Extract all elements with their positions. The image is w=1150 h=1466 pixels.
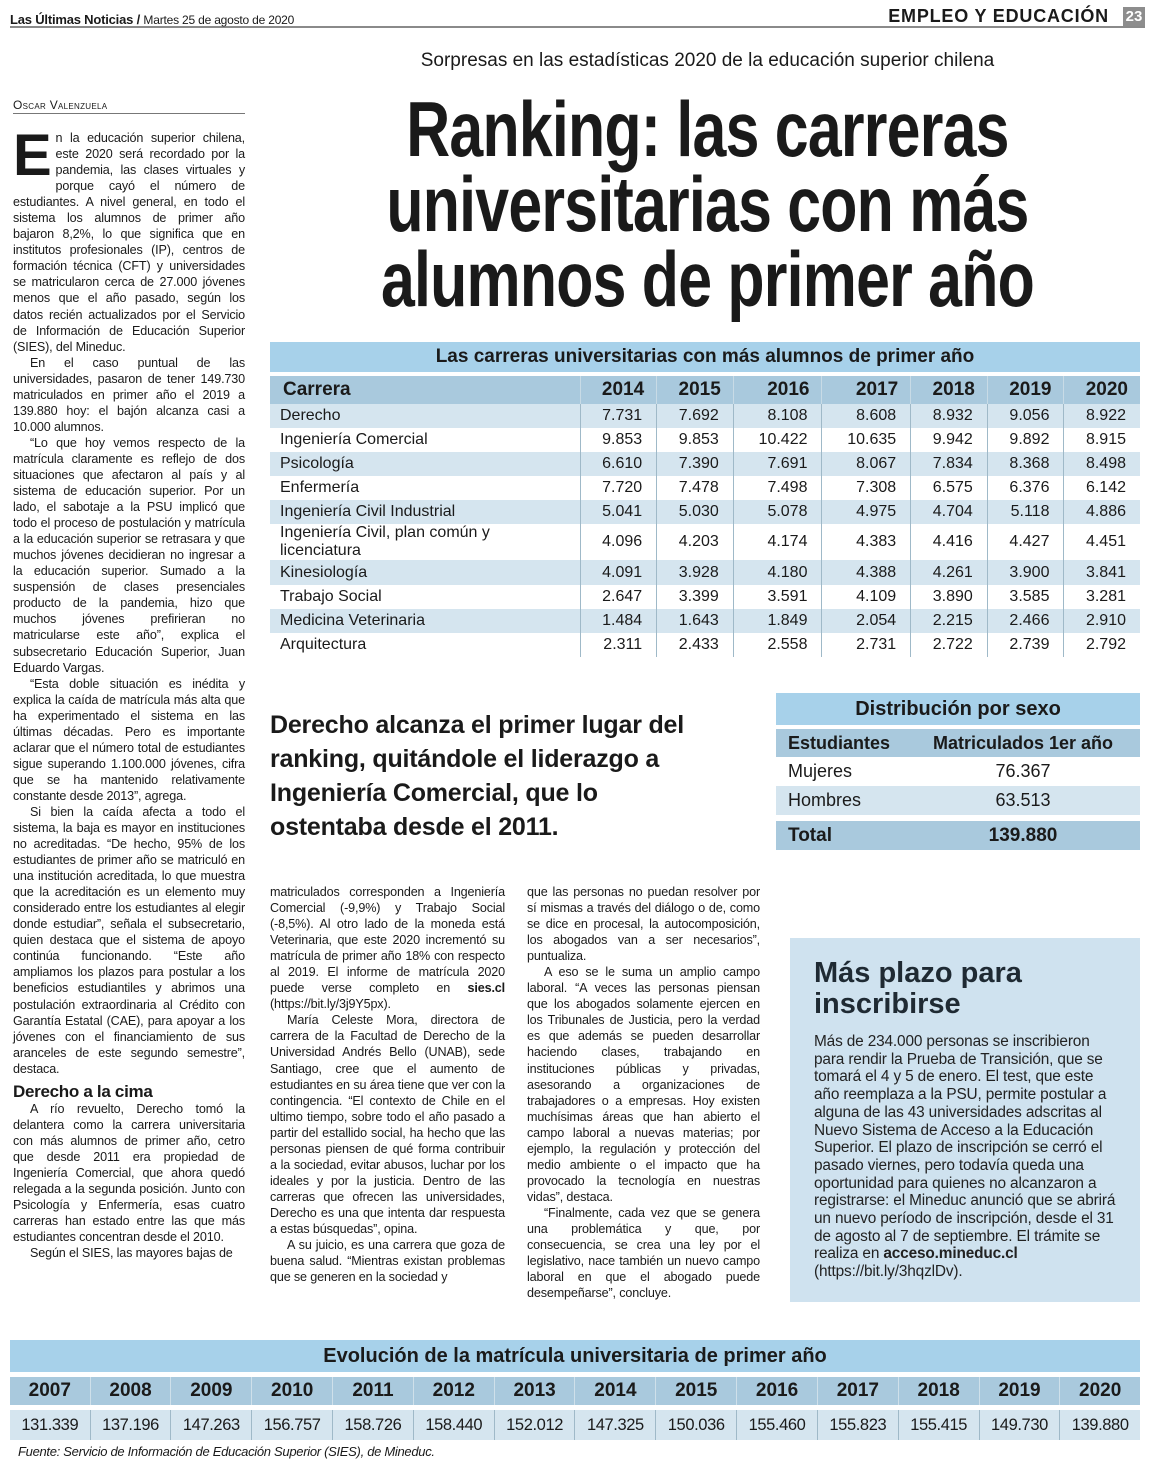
total-row [776, 821, 1140, 850]
cell-value: 1.643 [657, 609, 734, 633]
paragraph [13, 123, 245, 355]
paragraph-text: n la educación superior chilena, este 2020 será recordado por la pandemia, las clases virtuales y porque cayó el número de estudiantes. A nivel general, en todo el sistema los alumnos de primer año bajaron 8,2%, lo que significa que en institutos profesionales (IP), centros de formación técnica (CFT) y universidades se matricularon cerca de 27.000 jóvenes menos que el año pasado, según los datos recién actualizados por el Servicio de Información de Educación Superior (SIES), del Mineduc. [13, 131, 245, 354]
separator: / [133, 12, 144, 27]
column-header: 2015 [656, 1377, 737, 1405]
table-row [270, 452, 1140, 476]
paragraph: “Esta doble situación es inédita y explica la caída de matrícula más alta que ha experimentado el sistema en las últimas décadas. Pero es importante aclarar que el número total de estudiantes sigue superando 1.100.000 jóvenes, cifra que se ha mantenido relativamente constante desde 2013”, agrega. [13, 676, 245, 803]
row-label: Ingeniería Civil Industrial [270, 500, 580, 524]
cell-value: 1.849 [733, 609, 822, 633]
evolution-table [10, 1340, 1140, 1440]
cell-value: 2.647 [580, 585, 657, 609]
table-header-row [270, 376, 1140, 404]
cell-value: 9.056 [987, 404, 1064, 428]
cell-value: 2.054 [822, 609, 911, 633]
cell-value: 6.575 [911, 476, 988, 500]
cell-value: 2.466 [987, 609, 1064, 633]
column-header: 2014 [575, 1377, 656, 1405]
row-label: Ingeniería Civil, plan común y licenciatura [270, 524, 580, 560]
cell-value: 3.890 [911, 585, 988, 609]
cell-value: 1.484 [580, 609, 657, 633]
cell-value: 7.834 [911, 452, 988, 476]
cell-value: 2.215 [911, 609, 988, 633]
row-label: Ingeniería Comercial [270, 428, 580, 452]
cell-value: 5.078 [733, 500, 822, 524]
paragraph: En el caso puntual de las universidades, pasaron de tener 149.730 matriculados en primer año el 2019 a 139.880 hoy: el bajón alcanza casi a 10.000 alumnos. [13, 355, 245, 434]
cell-value: 2.792 [1064, 633, 1140, 657]
cell-value: 137.196 [90, 1410, 171, 1440]
row-label: Total [788, 825, 832, 846]
cell-value: 2.558 [733, 633, 822, 657]
paragraph: A eso se le suma un amplio campo laboral. “A veces las personas piensan que los abogados solamente ejercen en los Tribunales de Justicia, pero la verdad es que además se pueden desarrollar haciendo clases, trabajando en instituciones públicas y privadas, asesorando a organizaciones de trabajadores o a empresas. Hoy existen muchísimas áreas que han abierto el campo laboral a nuevas materias; por ejemplo, la regulación y protección del medio ambiente o el impacto que ha provocado la tecnología en nuestras vidas”, destaca. [527, 965, 760, 1204]
column-header: 2020 [1064, 376, 1140, 404]
page-number: 23 [1123, 7, 1145, 26]
cell-value: 8.922 [1064, 404, 1140, 428]
cell-value: 4.704 [911, 500, 988, 524]
issue-date: Martes 25 de agosto de 2020 [143, 13, 295, 27]
paragraph: Si bien la caída afecta a todo el sistema, la baja es mayor en instituciones no acreditadas. “De hecho, 95% de los estudiantes de primer año se matriculó en una institución acreditada, lo que muestra que la acreditación es un elemento muy considerado entre los estudiantes al elegir donde estudiar”, señala el subsecretario, quien destaca que el sistema de apoyo continúa funcionando. “Este año ampliamos los plazos para postular a los beneficios estudiantiles y abrimos una postulación extraordinaria al Crédito con Garantía Estatal (CAE), para apoyar a los jóvenes con el financiamiento de sus aranceles de este segundo semestre”, destaca. [13, 804, 245, 1076]
column-header: 2018 [911, 376, 988, 404]
cell-value: 4.975 [822, 500, 911, 524]
cell-value: 3.928 [657, 560, 734, 584]
cell-value: 2.739 [987, 633, 1064, 657]
column-header: Estudiantes [788, 733, 891, 753]
cell-value: 4.096 [580, 524, 657, 560]
cell-value: 150.036 [656, 1410, 737, 1440]
row-label: Hombres [788, 790, 862, 810]
cell-value: 4.261 [911, 560, 988, 584]
cell-value: 158.726 [333, 1410, 414, 1440]
cell-value: 7.308 [822, 476, 911, 500]
sex-distribution-table [776, 693, 1140, 850]
byline: Oscar Valenzuela [13, 98, 245, 114]
table-title: Distribución por sexo [776, 693, 1140, 725]
box-body [814, 1033, 1118, 1281]
table-row [270, 609, 1140, 633]
column-header: 2007 [10, 1377, 90, 1405]
column-header: 2013 [494, 1377, 575, 1405]
cell-value: 7.720 [580, 476, 657, 500]
acceso-link[interactable]: acceso.mineduc.cl [883, 1245, 1018, 1263]
sies-link[interactable]: sies.cl [467, 981, 505, 996]
cell-value: 4.203 [657, 524, 734, 560]
row-label: Trabajo Social [270, 585, 580, 609]
cell-value: 8.368 [987, 452, 1064, 476]
column-header: 2011 [333, 1377, 414, 1405]
table-row [270, 633, 1140, 657]
column-header: 2015 [657, 376, 734, 404]
column-header: 2019 [979, 1377, 1060, 1405]
cell-value: 155.460 [737, 1410, 818, 1440]
row-label: Enfermería [270, 476, 580, 500]
paragraph: A río revuelto, Derecho tomó la delantera como la carrera universitaria con más alumnos de primer año, cetro que desde 2011 era propiedad de Ingeniería Comercial, que ahora quedó relegada a la segunda posición. Junto con Psicología y Enfermería, esas cuatro carreras han estado entre las que más estudiantes concentran desde el 2010. [13, 1101, 245, 1245]
cell-value: 63.513 [995, 790, 1051, 810]
cell-value: 3.585 [987, 585, 1064, 609]
cell-value: 156.757 [252, 1410, 333, 1440]
cell-value: 7.731 [580, 404, 657, 428]
cell-value: 9.853 [580, 428, 657, 452]
cell-value: 8.108 [733, 404, 822, 428]
cell-value: 3.281 [1064, 585, 1140, 609]
row-label: Derecho [270, 404, 580, 428]
cell-value: 8.067 [822, 452, 911, 476]
cell-value: 7.390 [657, 452, 734, 476]
section-name: EMPLEO Y EDUCACIÓN [888, 6, 1109, 26]
cell-value: 4.427 [987, 524, 1064, 560]
paragraph-text: (https://bit.ly/3j9Y5px). [270, 997, 391, 1012]
cell-value: 7.691 [733, 452, 822, 476]
paragraph: “Lo que hoy vemos respecto de la matrícula claramente es reflejo de dos situaciones que afectaron al país y al sistema de educación superior. Por un lado, el sabotaje a la PSU implicó que todo el proceso de postulación y matrícula a la educación superior se retrasara y que muchos jóvenes decidieran no ingresar a la educación superior. Sumado a la suspensión de clases presenciales producto de la pandemia, hizo que muchos jóvenes prefirieran no matricularse este año”, explica el subsecretario Educación Superior, Juan Eduardo Vargas. [13, 435, 245, 675]
table-row [270, 560, 1140, 584]
paragraph: A su juicio, es una carrera que goza de buena salud. “Mientras existan problemas que se generen en la sociedad y [270, 1238, 505, 1285]
table-row [776, 757, 1140, 786]
column-header: 2014 [580, 376, 657, 404]
cell-value: 5.041 [580, 500, 657, 524]
column-header: 2016 [733, 376, 822, 404]
table-row [270, 428, 1140, 452]
table-row [270, 404, 1140, 428]
cell-value: 139.880 [1060, 1410, 1140, 1440]
column-header: 2017 [822, 376, 911, 404]
cell-value: 7.692 [657, 404, 734, 428]
box-title: Más plazo para inscribirse [814, 957, 1022, 1020]
paragraph-text: matriculados corresponden a Ingeniería Comercial (-9,9%) y Trabajo Social (-8,5%). Al otro lado de la moneda está Veterinaria, que este 2020 incrementó su matrícula de primer año 18% con respecto al 2019. El informe de matrícula 2020 puede verse completo en [270, 885, 505, 996]
headline [270, 85, 1145, 323]
cell-value: 3.591 [733, 585, 822, 609]
cell-value: 3.399 [657, 585, 734, 609]
cell-value: 147.263 [171, 1410, 252, 1440]
table-row [270, 524, 1140, 560]
paragraph: María Celeste Mora, directora de carrera de la Facultad de Derecho de la Universidad Andrés Bello (UNAB), sede Santiago, cree que el aumento de estudiantes en su área tiene que ver con la contingencia. “El contexto de Chile en el ultimo tiempo, sobre todo el año pasado a partir del estallido social, ha hecho que las personas piensen de qué forma contribuir a la sociedad, evitar abusos, luchar por los ideales y por la justicia. Dentro de las carreras que ofrecen las universidades, Derecho es una que intenta dar respuesta a estas búsquedas”, opina. [270, 1013, 505, 1236]
row-label: Kinesiología [270, 560, 580, 584]
cell-value: 76.367 [995, 761, 1051, 781]
paper-name: Las Últimas Noticias [10, 12, 134, 27]
ranking-table [270, 342, 1140, 657]
cell-value: 7.498 [733, 476, 822, 500]
cell-value: 9.853 [657, 428, 734, 452]
paragraph [270, 884, 505, 1012]
cell-value: 4.416 [911, 524, 988, 560]
column-header: 2017 [817, 1377, 898, 1405]
headline-line: Ranking: las carreras [406, 85, 1009, 173]
headline-line: alumnos de primer año [380, 235, 1035, 323]
cell-value: 8.608 [822, 404, 911, 428]
column-header: 2019 [987, 376, 1064, 404]
subhead: Derecho a la cima [13, 1081, 153, 1101]
cell-value: 149.730 [979, 1410, 1060, 1440]
cell-value: 9.892 [987, 428, 1064, 452]
table-title: Las carreras universitarias con más alumnos de primer año [270, 342, 1140, 372]
masthead [10, 12, 294, 27]
cell-value: 4.109 [822, 585, 911, 609]
article-column-1 [13, 123, 245, 1261]
column-header: 2008 [90, 1377, 171, 1405]
cell-value: 3.841 [1064, 560, 1140, 584]
source-note: Fuente: Servicio de Información de Educación Superior (SIES), de Mineduc. [18, 1444, 435, 1459]
cell-value: 4.886 [1064, 500, 1140, 524]
paragraph: “Finalmente, cada vez que se genera una problemática y que, por consecuencia, se crea una ley por el legislativo, nace también un nuevo campo laboral en que el abogado puede desempeñarse”, concluye. [527, 1205, 760, 1301]
cell-value: 2.433 [657, 633, 734, 657]
page-header [10, 4, 1145, 28]
cell-value: 4.383 [822, 524, 911, 560]
cell-value: 139.880 [988, 825, 1058, 846]
row-label: Arquitectura [270, 633, 580, 657]
drop-cap: E [13, 123, 52, 188]
cell-value: 6.610 [580, 452, 657, 476]
table-row [270, 585, 1140, 609]
paragraph: que las personas no puedan resolver por sí mismas a través del diálogo o de, como se dice en procesal, la autocomposición, los abogados van a ser necesarios”, puntualiza. [527, 885, 760, 964]
cell-value: 6.142 [1064, 476, 1140, 500]
column-header: 2009 [171, 1377, 252, 1405]
cell-value: 158.440 [413, 1410, 494, 1440]
column-header: 2016 [737, 1377, 818, 1405]
cell-value: 4.180 [733, 560, 822, 584]
cell-value: 2.311 [580, 633, 657, 657]
table-row [270, 476, 1140, 500]
cell-value: 4.388 [822, 560, 911, 584]
column-header: Matriculados 1er año [932, 733, 1114, 753]
cell-value: 155.415 [898, 1410, 979, 1440]
row-label: Medicina Veterinaria [270, 609, 580, 633]
table-row [776, 786, 1140, 815]
paragraph: Según el SIES, las mayores bajas de [30, 1246, 233, 1261]
paragraph-text: (https://bit.ly/3hqzlDv). [814, 1263, 963, 1281]
headline-line: universitarias con más [386, 160, 1029, 248]
cell-value: 155.823 [817, 1410, 898, 1440]
table-row [270, 500, 1140, 524]
table-row [10, 1410, 1140, 1440]
cell-value: 10.422 [733, 428, 822, 452]
column-header: Carrera [270, 376, 580, 404]
article-column-3 [527, 884, 760, 1301]
table-header-row [776, 729, 1140, 757]
cell-value: 4.174 [733, 524, 822, 560]
cell-value: 8.932 [911, 404, 988, 428]
row-label: Psicología [270, 452, 580, 476]
cell-value: 3.900 [987, 560, 1064, 584]
cell-value: 6.376 [987, 476, 1064, 500]
cell-value: 2.731 [822, 633, 911, 657]
cell-value: 8.915 [1064, 428, 1140, 452]
column-header: 2010 [252, 1377, 333, 1405]
cell-value: 4.451 [1064, 524, 1140, 560]
cell-value: 8.498 [1064, 452, 1140, 476]
cell-value: 5.030 [657, 500, 734, 524]
cell-value: 10.635 [822, 428, 911, 452]
cell-value: 9.942 [911, 428, 988, 452]
cell-value: 7.478 [657, 476, 734, 500]
column-header: 2018 [898, 1377, 979, 1405]
row-label: Mujeres [788, 761, 853, 781]
table-title: Evolución de la matrícula universitaria de primer año [10, 1340, 1140, 1372]
cell-value: 152.012 [494, 1410, 575, 1440]
cell-value: 131.339 [10, 1410, 90, 1440]
paragraph-text: Más de 234.000 personas se inscribieron para rendir la Prueba de Transición, que se tomará el 4 y 5 de enero. El test, que este año reemplaza a la PSU, permite postular a alguna de las 43 universidades adscritas al Nuevo Sistema de Acceso a la Educación Superior. El plazo de inscripción se cerró el pasado viernes, pero todavía queda una oportunidad para quienes no alcanzaron a registrarse: el Mineduc anunció que se abrirá un nuevo período de inscripción, desde el 31 de agosto al 7 de septiembre. El trámite se realiza en [814, 1033, 1116, 1263]
cell-value: 147.325 [575, 1410, 656, 1440]
cell-value: 2.910 [1064, 609, 1140, 633]
table-header-row [10, 1377, 1140, 1405]
kicker: Sorpresas en las estadísticas 2020 de la educación superior chilena [420, 50, 995, 71]
cell-value: 4.091 [580, 560, 657, 584]
cell-value: 2.722 [911, 633, 988, 657]
deck-quote: Derecho alcanza el primer lugar del ranking, quitándole el liderazgo a Ingeniería Comercial, que lo ostentaba desde el 2011. [270, 711, 684, 841]
sidebar-box [790, 938, 1140, 1302]
article-column-2 [270, 884, 505, 1285]
cell-value: 5.118 [987, 500, 1064, 524]
column-header: 2020 [1060, 1377, 1140, 1405]
column-header: 2012 [413, 1377, 494, 1405]
